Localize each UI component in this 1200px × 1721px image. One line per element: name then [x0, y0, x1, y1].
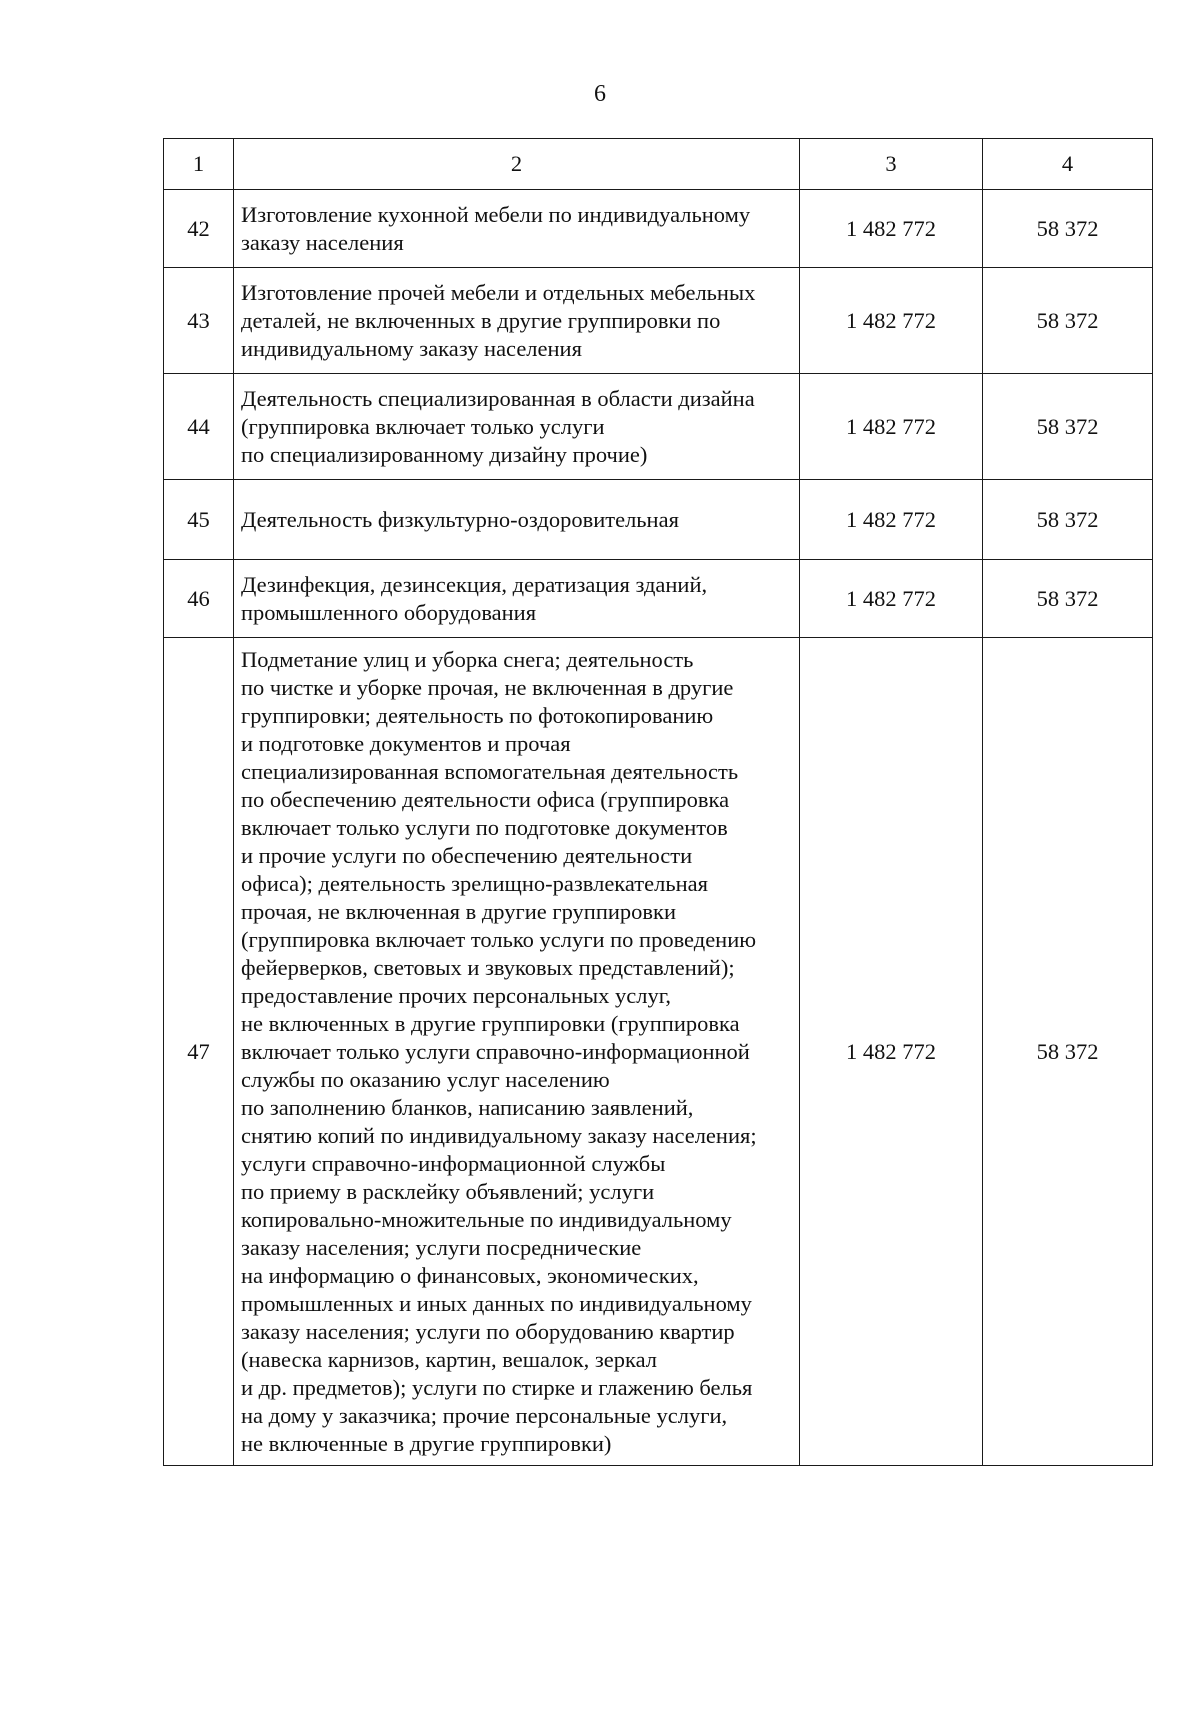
- table-row: [164, 190, 1153, 268]
- table-row: [164, 374, 1153, 480]
- row-value-col4: 58 372: [983, 190, 1153, 268]
- services-table: [163, 138, 1153, 1466]
- row-value-col4: 58 372: [983, 374, 1153, 480]
- row-number: 43: [164, 268, 234, 374]
- table-header-row: [164, 139, 1153, 190]
- row-number: 45: [164, 480, 234, 560]
- row-number: 42: [164, 190, 234, 268]
- row-value-col3: 1 482 772: [800, 374, 983, 480]
- row-number: 47: [164, 638, 234, 1466]
- row-value-col3: 1 482 772: [800, 560, 983, 638]
- row-value-col4: 58 372: [983, 638, 1153, 1466]
- row-description: Подметание улиц и уборка снега; деятельность по чистке и уборке прочая, не включенная в другие группировки; деятельность по фотокопированию и подготовке документов и прочая специализированная вспомогательная деятельность по обеспечению деятельности офиса (группировка включает только услуги по подготовке документов и прочие услуги по обеспечению деятельности офиса); деятельность зрелищно-развлекательная прочая, не включенная в другие группировки (группировка включает только услуги по проведению фейерверков, световых и звуковых представлений); предоставление прочих персональных услуг, не включенных в другие группировки (группировка включает только услуги справочно-информационной службы по оказанию услуг населению по заполнению бланков, написанию заявлений, снятию копий по индивидуальному заказу населения; услуги справочно-информационной службы по приему в расклейку объявлений; услуги копировально-множительные по индивидуальному заказу населения; услуги посреднические на информацию о финансовых, экономических, промышленных и иных данных по индивидуальному заказу населения; услуги по оборудованию квартир (навеска карнизов, картин, вешалок, зеркал и др. предметов); услуги по стирке и глажению белья на дому у заказчика; прочие персональные услуги, не включенные в другие группировки): [234, 638, 800, 1466]
- row-value-col3: 1 482 772: [800, 190, 983, 268]
- row-description: Изготовление прочей мебели и отдельных мебельных деталей, не включенных в другие группировки по индивидуальному заказу населения: [234, 268, 800, 374]
- row-description: Дезинфекция, дезинсекция, дератизация зданий, промышленного оборудования: [234, 560, 800, 638]
- table-row: [164, 480, 1153, 560]
- row-value-col4: 58 372: [983, 480, 1153, 560]
- row-value-col4: 58 372: [983, 268, 1153, 374]
- row-description: Изготовление кухонной мебели по индивидуальному заказу населения: [234, 190, 800, 268]
- page-number: 6: [594, 81, 606, 107]
- table-row: [164, 560, 1153, 638]
- row-description: Деятельность специализированная в области дизайна (группировка включает только услуги по специализированному дизайну прочие): [234, 374, 800, 480]
- table-row: [164, 268, 1153, 374]
- header-col-4: 4: [983, 139, 1153, 190]
- row-value-col3: 1 482 772: [800, 638, 983, 1466]
- header-col-2: 2: [234, 139, 800, 190]
- row-description: Деятельность физкультурно-оздоровительная: [234, 480, 800, 560]
- row-number: 44: [164, 374, 234, 480]
- row-number: 46: [164, 560, 234, 638]
- header-col-3: 3: [800, 139, 983, 190]
- row-value-col3: 1 482 772: [800, 268, 983, 374]
- row-value-col4: 58 372: [983, 560, 1153, 638]
- table-row: [164, 638, 1153, 1466]
- row-value-col3: 1 482 772: [800, 480, 983, 560]
- header-col-1: 1: [164, 139, 234, 190]
